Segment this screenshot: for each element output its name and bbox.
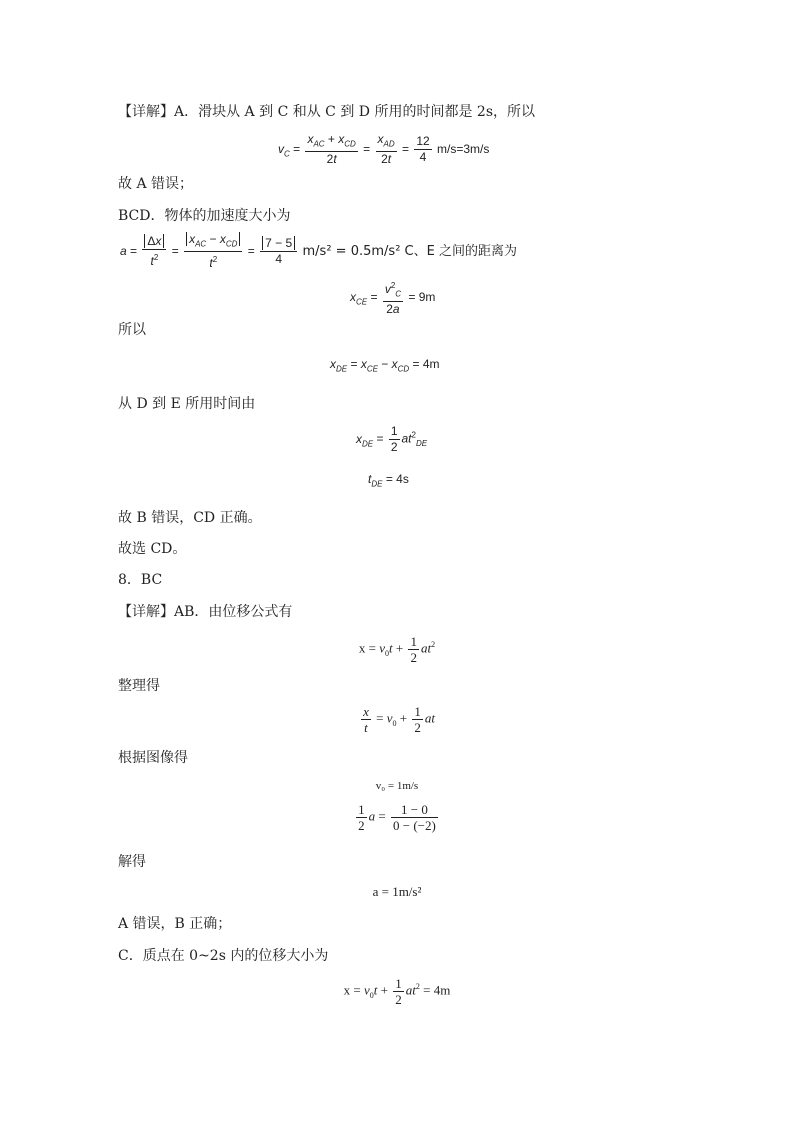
vc-result: m/s=3m/s [437, 141, 490, 156]
equation-half-a: $\frac{1}{2}$ a = $\frac{1 - 0}{0 - (-2)}$ [358, 802, 436, 833]
text-line: 【详解】AB．由位移公式有 [118, 604, 293, 620]
text-line: A 错误，B 正确； [118, 916, 232, 932]
equation-xce: $x_{CE}$ = $\frac{v^2_C}{2a}$ = 9m [350, 278, 435, 317]
xde-result: = 4m [412, 357, 440, 371]
text-line: 根据图像得 [118, 750, 188, 766]
tde-result: = 4s [385, 472, 409, 486]
text-line: 故选 CD。 [118, 541, 187, 557]
text-line: 整理得 [118, 678, 160, 694]
text-line: 解得 [118, 854, 146, 870]
text-line: 从 D 到 E 所用时间由 [118, 396, 256, 412]
text-line: 故 A 错误； [118, 176, 194, 192]
equation-rearranged: $\frac{x}{t}$ = $v_0$ + $\frac{1}{2}$ at [363, 704, 435, 735]
x-result: = 4m [423, 982, 451, 998]
equation-acceleration: a = $\frac{\Delta x}{t^2}$ = $\frac{x_{AC} - x_{CD}}{t^2}$ = $\frac{7 - 5}{4}$ m/s² = 0.5m/s² C、E 之间的距离为 [120, 232, 517, 271]
equation-xde: $x_{DE} = x_{CE} - x_{CD} = 4m$ [330, 357, 440, 374]
xce-result: = 9m [408, 289, 436, 304]
a-result: a = 1m/s² [372, 884, 422, 899]
text-line: 所以 [118, 322, 146, 338]
text-line: 故 B 错误，CD 正确。 [118, 510, 262, 526]
text-line: 8．BC [118, 572, 163, 588]
accel-tail: m/s² = 0.5m/s² C、E 之间的距离为 [302, 243, 517, 259]
equation-tde: $t_{DE} = 4s$ [368, 472, 409, 489]
text-line: BCD．物体的加速度大小为 [118, 208, 291, 224]
text-line: C．质点在 0~2s 内的位移大小为 [118, 948, 329, 964]
text-line: 【详解】A．滑块从 A 到 C 和从 C 到 D 所用的时间都是 2s，所以 [118, 104, 536, 120]
v0-result: v₀ = 1m/s [375, 780, 419, 792]
equation-displacement: $x = v_0t$ + $\frac{1}{2}$ $at^2$ [358, 634, 436, 665]
equation-vc: $v_C$ = $\frac{x_{AC} + x_{CD}}{2t}$ = $\frac{x_{AD}}{2t}$ = $\frac{12}{4}$ m/s=3m/s [278, 132, 490, 167]
equation-x-0-2s: $x = v_0t$ + $\frac{1}{2}$ $at^2 = 4m$ [343, 976, 451, 1007]
equation-xde-time: $x_{DE}$ = $\frac{1}{2}$ $at^2_{DE}$ [356, 424, 428, 454]
